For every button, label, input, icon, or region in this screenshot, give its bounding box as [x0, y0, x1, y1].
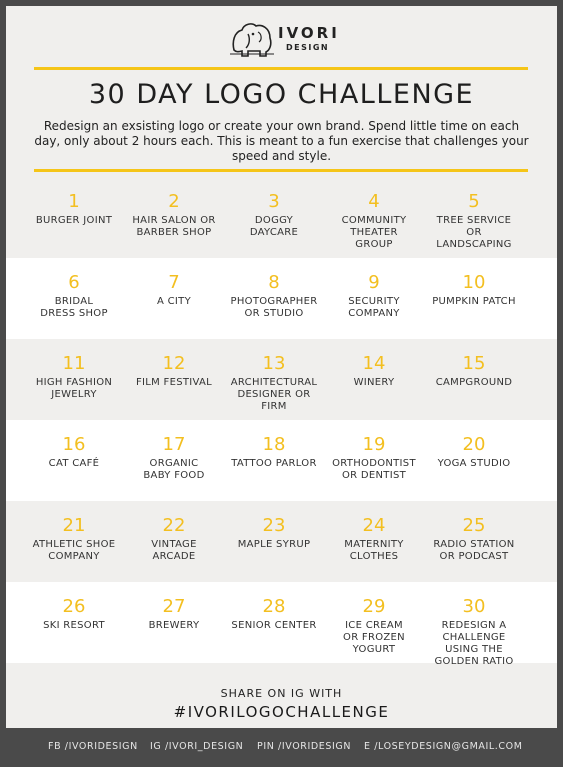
day-number: 6 — [68, 272, 80, 293]
poster — [6, 6, 557, 728]
elephant-icon — [228, 20, 276, 58]
day-topic: ATHLETIC SHOE COMPANY — [32, 539, 116, 562]
challenge-day — [323, 339, 426, 420]
day-topic: SECURITY COMPANY — [348, 296, 400, 319]
share-text: SHARE ON IG WITH — [220, 687, 343, 700]
challenge-row — [6, 258, 557, 339]
day-topic: ORTHODONTIST OR DENTIST — [332, 458, 416, 481]
challenge-day — [423, 258, 526, 339]
day-number: 25 — [462, 515, 486, 536]
day-number: 14 — [362, 353, 386, 374]
day-number: 4 — [368, 191, 380, 212]
day-number: 28 — [262, 596, 286, 617]
day-number: 19 — [362, 434, 386, 455]
day-topic: CAMPGROUND — [435, 377, 513, 388]
challenge-row — [6, 582, 557, 667]
challenge-day — [223, 339, 326, 420]
day-number: 9 — [368, 272, 380, 293]
day-topic: ORGANIC BABY FOOD — [143, 458, 205, 481]
day-topic: A CITY — [157, 296, 191, 307]
brand-logo — [6, 20, 557, 60]
day-number: 5 — [468, 191, 480, 212]
day-topic: HAIR SALON OR BARBER SHOP — [132, 215, 216, 238]
day-topic: FILM FESTIVAL — [135, 377, 213, 388]
challenge-day — [23, 258, 126, 339]
day-number: 21 — [62, 515, 86, 536]
day-topic: ICE CREAM OR FROZEN YOGURT — [343, 620, 405, 655]
challenge-day — [323, 501, 426, 582]
day-number: 2 — [168, 191, 180, 212]
day-number: 12 — [162, 353, 186, 374]
challenge-day — [323, 258, 426, 339]
challenge-day — [223, 582, 326, 663]
day-topic: RADIO STATION OR PODCAST — [433, 539, 515, 562]
day-number: 10 — [462, 272, 486, 293]
challenge-day — [423, 339, 526, 420]
footer-link[interactable]: E /LOSEYDESIGN@GMAIL.COM — [364, 741, 523, 752]
challenge-day — [23, 339, 126, 420]
challenge-day — [23, 501, 126, 582]
day-topic: SKI RESORT — [43, 620, 105, 631]
day-topic: SENIOR CENTER — [231, 620, 317, 631]
day-number: 22 — [162, 515, 186, 536]
challenge-day — [223, 258, 326, 339]
challenge-day — [423, 420, 526, 501]
day-topic: COMMUNITY THEATER GROUP — [341, 215, 407, 250]
day-number: 13 — [262, 353, 286, 374]
challenge-day — [223, 177, 326, 258]
top-divider — [34, 67, 528, 70]
day-topic: PHOTOGRAPHER OR STUDIO — [230, 296, 318, 319]
bottom-divider — [34, 169, 528, 172]
challenge-day — [323, 420, 426, 501]
day-topic: PUMPKIN PATCH — [432, 296, 516, 307]
day-number: 8 — [268, 272, 280, 293]
footer-link[interactable]: IG /IVORI_DESIGN — [150, 741, 244, 752]
day-topic: BRIDAL DRESS SHOP — [40, 296, 108, 319]
brand-name: IVORI — [278, 24, 340, 42]
day-topic: BURGER JOINT — [35, 215, 113, 226]
challenge-day — [423, 177, 526, 258]
challenge-row — [6, 420, 557, 501]
day-number: 3 — [268, 191, 280, 212]
challenge-description: Redesign an exsisting logo or create your own brand. Spend little time on each day, only about 2 hours each. This is meant to a fun exercise that challenges your speed and style. — [34, 119, 529, 163]
challenge-day — [123, 258, 226, 339]
challenge-day — [123, 339, 226, 420]
day-topic: REDESIGN A CHALLENGE USING THE GOLDEN RATIO — [434, 620, 514, 667]
challenge-grid — [6, 177, 557, 667]
challenge-day — [123, 501, 226, 582]
day-number: 26 — [62, 596, 86, 617]
day-number: 29 — [362, 596, 386, 617]
day-topic: MAPLE SYRUP — [237, 539, 311, 550]
day-topic: CAT CAFÉ — [48, 458, 100, 469]
challenge-day — [223, 501, 326, 582]
challenge-row — [6, 177, 557, 258]
challenge-day — [323, 177, 426, 258]
day-number: 7 — [168, 272, 180, 293]
brand-subtitle: DESIGN — [286, 43, 330, 52]
day-number: 1 — [68, 191, 80, 212]
day-number: 30 — [462, 596, 486, 617]
day-number: 18 — [262, 434, 286, 455]
day-number: 23 — [262, 515, 286, 536]
day-number: 27 — [162, 596, 186, 617]
day-number: 24 — [362, 515, 386, 536]
day-topic: BREWERY — [148, 620, 200, 631]
challenge-day — [223, 420, 326, 501]
challenge-row — [6, 339, 557, 420]
day-topic: VINTAGE ARCADE — [151, 539, 197, 562]
day-topic: HIGH FASHION JEWELRY — [35, 377, 113, 400]
challenge-day — [23, 582, 126, 663]
day-topic: ARCHITECTURAL DESIGNER OR FIRM — [230, 377, 318, 412]
challenge-day — [323, 582, 426, 663]
day-topic: DOGGY DAYCARE — [249, 215, 299, 238]
day-topic: MATERNITY CLOTHES — [344, 539, 404, 562]
challenge-row — [6, 501, 557, 582]
challenge-day — [123, 177, 226, 258]
day-topic: YOGA STUDIO — [437, 458, 511, 469]
day-topic: TATTOO PARLOR — [231, 458, 317, 469]
day-number: 11 — [62, 353, 86, 374]
footer-link[interactable]: FB /IVORIDESIGN — [48, 741, 138, 752]
challenge-day — [23, 420, 126, 501]
challenge-day — [423, 501, 526, 582]
challenge-day — [23, 177, 126, 258]
day-number: 16 — [62, 434, 86, 455]
day-topic: WINERY — [353, 377, 395, 388]
day-number: 17 — [162, 434, 186, 455]
day-number: 15 — [462, 353, 486, 374]
hashtag: #IVORILOGOCHALLENGE — [173, 703, 390, 721]
challenge-day — [123, 582, 226, 663]
footer — [0, 728, 563, 767]
page-title: 30 DAY LOGO CHALLENGE — [88, 79, 475, 110]
day-topic: TREE SERVICE OR LANDSCAPING — [436, 215, 512, 250]
challenge-day — [423, 582, 526, 667]
footer-link[interactable]: PIN /IVORIDESIGN — [257, 741, 352, 752]
challenge-day — [123, 420, 226, 501]
day-number: 20 — [462, 434, 486, 455]
